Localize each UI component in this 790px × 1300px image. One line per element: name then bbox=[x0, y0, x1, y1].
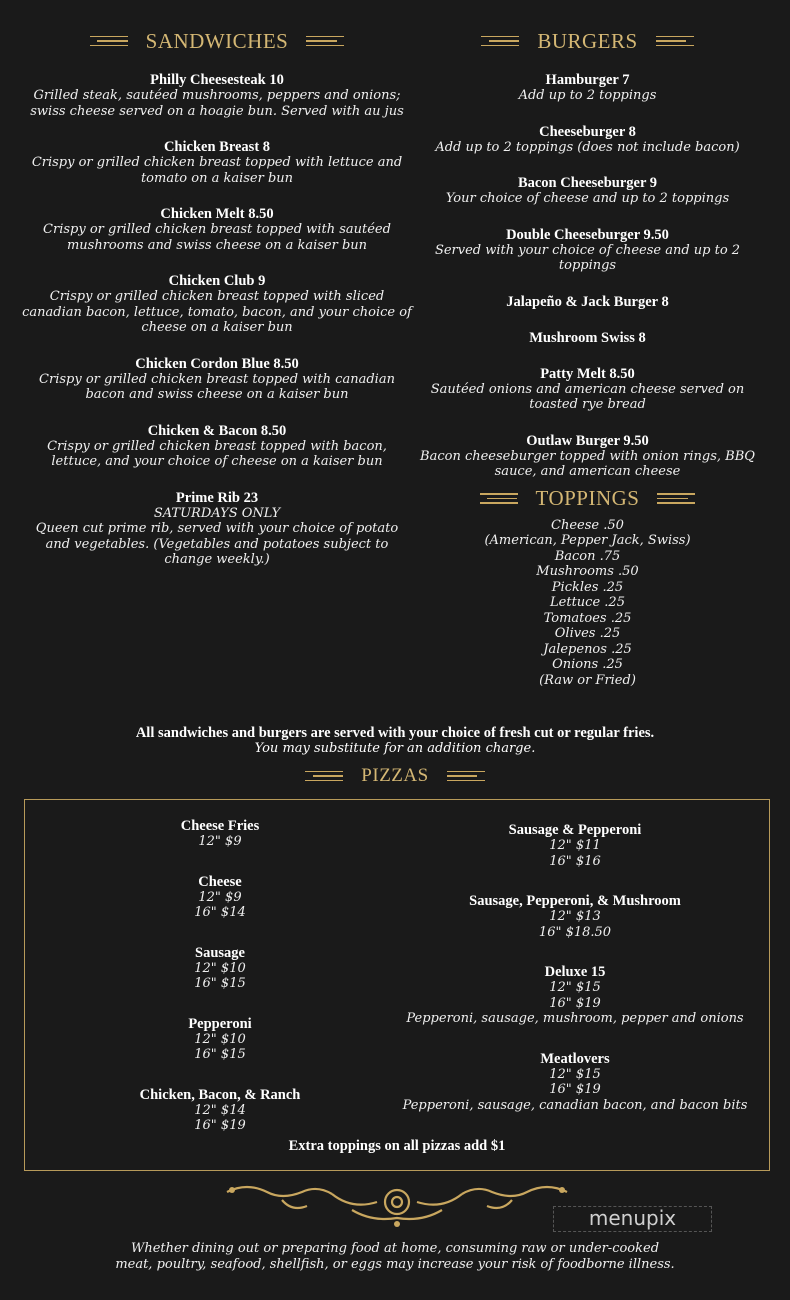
item-name: Prime Rib 23 bbox=[175, 489, 259, 506]
item-name: Pepperoni bbox=[188, 1015, 252, 1032]
item-name: Chicken, Bacon, & Ranch bbox=[139, 1086, 301, 1103]
item-name: Chicken Melt 8.50 bbox=[160, 206, 274, 222]
item-price: 12" $14 bbox=[194, 1102, 246, 1118]
item-price: 16" $16 bbox=[549, 853, 601, 869]
sandwiches-header bbox=[22, 30, 412, 52]
topping-line: (Raw or Fried) bbox=[539, 672, 636, 688]
header-ornament-left bbox=[481, 36, 519, 47]
item-price: 12" $10 bbox=[194, 960, 246, 976]
disclaimer-line-2: meat, poultry, seafood, shellfish, or eggs may increase your risk of foodborne illness. bbox=[115, 1257, 675, 1272]
pizzas-box bbox=[24, 799, 770, 1171]
item-price: 12" $9 bbox=[198, 834, 242, 849]
menu-item bbox=[415, 227, 760, 274]
item-description: Served with your choice of cheese and up to 2 toppings bbox=[434, 242, 741, 273]
pizza-item bbox=[400, 893, 750, 940]
pizzas-header bbox=[0, 765, 790, 787]
menu-item bbox=[22, 206, 412, 253]
menu-item bbox=[22, 423, 412, 470]
menu-item bbox=[22, 72, 412, 119]
menu-item bbox=[22, 490, 412, 568]
sandwiches-title: SANDWICHES bbox=[145, 28, 289, 53]
item-price: 12" $11 bbox=[549, 838, 601, 853]
disclaimer-line-1: Whether dining out or preparing food at home, consuming raw or under-cooked bbox=[130, 1241, 660, 1256]
item-name: Philly Cheesesteak 10 bbox=[150, 72, 284, 88]
item-name: Cheeseburger 8 bbox=[539, 123, 636, 140]
burgers-header bbox=[415, 30, 760, 52]
topping-line: Tomatoes .25 bbox=[543, 610, 632, 626]
topping-line: Mushrooms .50 bbox=[536, 564, 639, 579]
item-price: 16" $15 bbox=[194, 1047, 246, 1062]
header-ornament-left bbox=[90, 36, 128, 47]
item-name: Chicken Club 9 bbox=[168, 273, 266, 289]
topping-line: Olives .25 bbox=[554, 626, 621, 641]
item-description: Add up to 2 toppings bbox=[518, 88, 657, 103]
burgers-title: BURGERS bbox=[537, 28, 638, 53]
item-name: Deluxe 15 bbox=[544, 964, 606, 980]
menu-item bbox=[415, 294, 760, 310]
header-ornament-right bbox=[447, 771, 485, 782]
menu-item bbox=[22, 273, 412, 336]
item-price: 12" $15 bbox=[549, 1066, 601, 1082]
topping-line: Lettuce .25 bbox=[550, 595, 625, 610]
item-price: 16" $18.50 bbox=[538, 924, 612, 940]
item-name: Cheese bbox=[198, 873, 242, 890]
menu-item bbox=[22, 356, 412, 403]
pizzas-right-column bbox=[400, 822, 750, 1113]
extra-toppings-note: Extra toppings on all pizzas add $1 bbox=[288, 1138, 506, 1154]
toppings-header bbox=[415, 488, 760, 510]
burgers-section bbox=[415, 30, 760, 688]
item-name: Mushroom Swiss 8 bbox=[529, 329, 646, 346]
item-description: Crispy or grilled chicken breast topped with lettuce and tomato on a kaiser bun bbox=[31, 155, 403, 186]
menupix-watermark: menupix bbox=[553, 1206, 712, 1232]
item-description: Pepperoni, sausage, canadian bacon, and bacon bits bbox=[402, 1097, 748, 1113]
item-name: Sausage bbox=[195, 944, 245, 961]
pizza-item bbox=[115, 1087, 325, 1134]
header-ornament-right bbox=[656, 36, 694, 47]
item-description: Crispy or grilled chicken breast topped with sliced canadian bacon, lettuce, tomato, bacon, and your choice of cheese on a kaiser bun bbox=[22, 289, 412, 335]
topping-line: Bacon .75 bbox=[554, 548, 621, 564]
flourish-ornament bbox=[222, 1180, 572, 1230]
item-description: Crispy or grilled chicken breast topped with canadian bacon and swiss cheese on a kaiser bun bbox=[39, 371, 395, 402]
item-name: Chicken Breast 8 bbox=[163, 139, 271, 155]
item-price: 16" $19 bbox=[549, 995, 601, 1011]
fries-note-main: All sandwiches and burgers are served with your choice of fresh cut or regular fries. bbox=[135, 725, 655, 741]
toppings-list bbox=[415, 518, 760, 689]
menu-item bbox=[415, 124, 760, 156]
pizzas-left-column bbox=[115, 818, 325, 1134]
fries-note-sub: You may substitute for an addition charge. bbox=[254, 741, 536, 756]
item-price: 12" $9 bbox=[198, 889, 242, 905]
item-name: Cheese Fries bbox=[180, 818, 260, 834]
item-description: Add up to 2 toppings (does not include bacon) bbox=[435, 139, 740, 155]
header-ornament-right bbox=[657, 493, 695, 504]
item-description: Your choice of cheese and up to 2 toppings bbox=[445, 191, 730, 206]
item-name: Chicken & Bacon 8.50 bbox=[147, 422, 287, 439]
menu-item bbox=[22, 139, 412, 186]
pizza-item bbox=[400, 822, 750, 869]
item-name: Meatlovers bbox=[540, 1050, 610, 1067]
item-name: Chicken Cordon Blue 8.50 bbox=[135, 355, 299, 372]
fries-note bbox=[0, 725, 790, 757]
pizza-item bbox=[115, 945, 325, 992]
menu-item bbox=[415, 330, 760, 346]
pizzas-header-wrap bbox=[0, 765, 790, 795]
menu-item bbox=[415, 366, 760, 413]
item-name: Jalapeño & Jack Burger 8 bbox=[506, 293, 669, 310]
topping-line: Cheese .50 bbox=[551, 517, 624, 533]
menu-item bbox=[415, 433, 760, 480]
item-name: Outlaw Burger 9.50 bbox=[526, 432, 649, 449]
item-description: Grilled steak, sautéed mushrooms, peppers and onions; swiss cheese served on a hoagie bun. Served with au jus bbox=[30, 88, 404, 119]
pizza-item bbox=[400, 1051, 750, 1114]
item-name: Sausage, Pepperoni, & Mushroom bbox=[469, 893, 681, 909]
sandwiches-section bbox=[22, 30, 412, 568]
item-description: Pepperoni, sausage, mushroom, pepper and onions bbox=[406, 1011, 744, 1026]
pizza-item bbox=[400, 964, 750, 1027]
item-description: Sautéed onions and american cheese served on toasted rye bread bbox=[430, 381, 745, 412]
pizza-item bbox=[115, 818, 325, 850]
header-ornament-right bbox=[306, 36, 344, 47]
header-ornament-left bbox=[480, 493, 518, 504]
item-price: 12" $13 bbox=[549, 909, 601, 924]
item-price: 12" $15 bbox=[549, 980, 601, 995]
item-price: 16" $14 bbox=[194, 905, 246, 920]
pizza-item bbox=[115, 1016, 325, 1063]
item-description: Queen cut prime rib, served with your choice of potato and vegetables. (Vegetables and potatoes subject to change weekly.) bbox=[35, 521, 399, 567]
topping-line: (American, Pepper Jack, Swiss) bbox=[484, 533, 691, 548]
item-name: Sausage & Pepperoni bbox=[508, 822, 642, 838]
pizza-item bbox=[115, 874, 325, 921]
item-name: Double Cheeseburger 9.50 bbox=[506, 226, 669, 243]
item-price: 16" $19 bbox=[549, 1082, 601, 1097]
item-price: 16" $19 bbox=[194, 1118, 246, 1133]
item-name: Hamburger 7 bbox=[545, 72, 630, 88]
topping-line: Jalepenos .25 bbox=[543, 641, 632, 657]
menu-item bbox=[415, 175, 760, 207]
item-description: Bacon cheeseburger topped with onion rings, BBQ sauce, and american cheese bbox=[420, 448, 755, 479]
toppings-title: TOPPINGS bbox=[535, 486, 640, 510]
item-description: Crispy or grilled chicken breast topped with sautéed mushrooms and swiss cheese on a kaiser bun bbox=[43, 222, 391, 253]
item-name: Bacon Cheeseburger 9 bbox=[517, 175, 658, 191]
item-price: 12" $10 bbox=[194, 1031, 246, 1047]
food-safety-disclaimer bbox=[0, 1241, 790, 1273]
item-note: SATURDAYS ONLY bbox=[153, 505, 281, 521]
item-name: Patty Melt 8.50 bbox=[540, 365, 635, 382]
pizzas-title: PIZZAS bbox=[361, 765, 429, 786]
item-description: Crispy or grilled chicken breast topped with bacon, lettuce, and your choice of cheese on a kaiser bun bbox=[47, 438, 387, 469]
topping-line: Pickles .25 bbox=[551, 579, 624, 595]
header-ornament-left bbox=[305, 771, 343, 782]
topping-line: Onions .25 bbox=[552, 657, 623, 672]
item-price: 16" $15 bbox=[194, 976, 246, 991]
menu-item bbox=[415, 72, 760, 104]
